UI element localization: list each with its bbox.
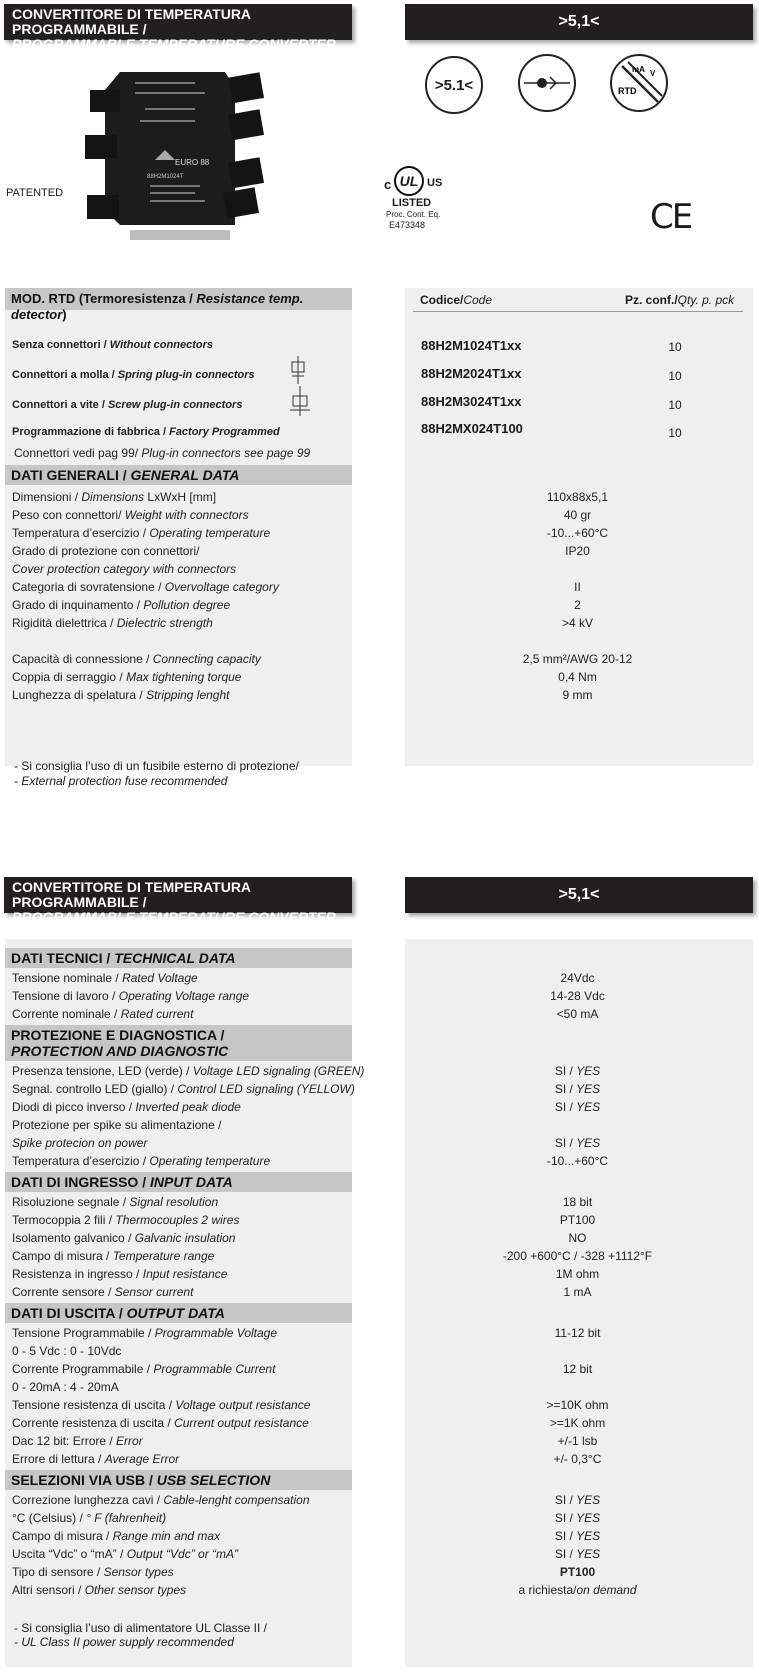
general-row-en: Dielectric strength [116, 616, 213, 630]
page1-title-bar [4, 4, 352, 52]
tech-row-value [405, 1136, 750, 1150]
tech-row-value-it: 1M ohm [555, 1267, 600, 1281]
tech-row-label [12, 1249, 214, 1263]
tech-row-en: Operating Voltage range [118, 989, 250, 1003]
tech-row-value [405, 1434, 750, 1448]
tech-row-value-it: >=10K ohm [546, 1398, 609, 1412]
code-header-en: Code [463, 293, 493, 307]
tech-row-label [12, 1416, 309, 1430]
tech-row-value [405, 1154, 750, 1168]
tech-row-en: Rated current [120, 1007, 194, 1021]
model-it: Connettori a molla / [12, 369, 118, 381]
section-header-it: DATI TECNICI / [11, 950, 115, 966]
ul-line2: E473348 [389, 220, 426, 230]
general-row-label [12, 598, 230, 612]
section-header-it: PROTEZIONE E DIAGNOSTICA / [11, 1027, 225, 1043]
tech-row-en: Voltage LED signaling (GREEN) [192, 1064, 365, 1078]
tech-row-value-it: PT100 [559, 1213, 596, 1227]
tech-row-value-it: SI / [554, 1082, 577, 1096]
model-row-label [12, 339, 213, 351]
tech-row-value-it: 24Vdc [560, 971, 595, 985]
tech-row-it: Protezione per spike su alimentazione / [12, 1118, 222, 1132]
tech-row-en: Error [116, 1434, 143, 1448]
tech-row-label [12, 1565, 174, 1579]
tech-row-it: Corrente Programmabile / [12, 1362, 154, 1376]
ul-note-en: - UL Class II power supply recommended [14, 1635, 234, 1649]
ul-line1: Proc. Cont. Eq. [386, 210, 441, 219]
tech-row-value-it: a richiesta/ [518, 1583, 577, 1597]
tech-row-value-it: SI / [554, 1511, 577, 1525]
tech-row-it: Corrente nominale / [12, 1007, 121, 1021]
tech-row-it: 0 - 5 Vdc : 0 - 10Vdc [12, 1344, 122, 1358]
general-row-it: Coppia di serraggio / [12, 670, 127, 684]
general-row-it: Dimensioni / [12, 490, 82, 504]
tech-row-label [12, 1398, 310, 1412]
tech-row-value [405, 1583, 750, 1597]
general-row-value: 2 [574, 598, 581, 612]
tech-row-it: Altri sensori / [12, 1583, 85, 1597]
page2-title-bar [4, 877, 352, 925]
tech-row-label [12, 1285, 193, 1299]
general-head-it: DATI GENERALI / [11, 467, 131, 483]
general-head-en: GENERAL DATA [130, 467, 240, 483]
tech-row-label [12, 1100, 241, 1114]
tech-row-value [405, 1285, 750, 1299]
tech-row-value-en: YES [576, 1100, 601, 1114]
tech-row-value-it: NO [568, 1231, 587, 1245]
tech-row-en: Average Error [104, 1452, 180, 1466]
tech-row-en: Output “Vdc” or “mA” [126, 1547, 239, 1561]
model-it: Programmazione di fabbrica / [12, 426, 170, 438]
tech-row-label [12, 1380, 119, 1394]
tech-row-en: Current output resistance [174, 1416, 309, 1430]
qty-header [625, 293, 734, 307]
general-row-label [12, 544, 199, 558]
tech-row-value [405, 989, 750, 1003]
general-row-value: -10...+60°C [546, 526, 609, 540]
tech-row-value-en: YES [576, 1136, 601, 1150]
tech-row-en: Cable-lenght compensation [163, 1493, 310, 1507]
model-code: 88H2M3024T1xx [421, 394, 522, 409]
general-row-label [12, 562, 236, 576]
tech-row-it: Tensione di lavoro / [12, 989, 119, 1003]
model-row-label [12, 399, 242, 411]
fuse-note-it: - Si consiglia l’uso di un fusibile esterno di protezione/ [14, 759, 299, 773]
general-row-en: Pollution degree [143, 598, 231, 612]
tech-row-label [12, 1434, 143, 1448]
tech-row-it: Segnal. controllo LED (giallo) / [12, 1082, 178, 1096]
tech-row-value [405, 1082, 750, 1096]
general-row-value: 2,5 mm²/AWG 20-12 [522, 652, 633, 666]
section-header [5, 1470, 352, 1490]
tech-row-value-en: YES [576, 1547, 601, 1561]
tech-row-en: Rated Voltage [122, 971, 198, 985]
model-en: Without connectors [109, 339, 213, 351]
tech-row-value-it: 11-12 bit [554, 1326, 601, 1340]
section-header [5, 1172, 352, 1192]
tech-row-value [405, 1213, 750, 1227]
tech-row-it: Uscita “Vdc” o “mA” / [12, 1547, 127, 1561]
tech-row-en: Signal resolution [129, 1195, 219, 1209]
tech-row-it: Tensione resistenza di uscita / [12, 1398, 176, 1412]
general-row-label [12, 616, 213, 630]
connection-icon [518, 54, 576, 112]
model-row-label [12, 369, 255, 381]
tech-row-it: Tipo di sensore / [12, 1565, 104, 1579]
model-code: 88H2M2024T1xx [421, 366, 522, 381]
section-header-en: USB SELECTION [156, 1472, 271, 1488]
svg-text:V: V [650, 69, 656, 78]
tech-row-en: Galvanic insulation [134, 1231, 236, 1245]
tech-row-en: Programmable Current [153, 1362, 276, 1376]
ul-listed-mark [382, 164, 452, 234]
section-header [5, 948, 352, 968]
screw-connector-icon [290, 386, 310, 416]
tech-row-label [12, 1547, 238, 1561]
qty-header-en: Qty. p. pck [677, 293, 735, 307]
tech-row-label [12, 1064, 364, 1078]
tech-row-it: Tensione nominale / [12, 971, 123, 985]
product-image [75, 60, 275, 250]
model-code: 88H2M1024T1xx [421, 338, 522, 353]
connectors-note [14, 446, 310, 460]
tech-row-value [405, 1267, 750, 1281]
general-row-value: II [574, 580, 581, 594]
page1-title-line2: PROGRAMMABLE TEMPERATURE CONVERTER [12, 36, 336, 52]
tech-row-value-it: SI / [554, 1100, 577, 1114]
patented-label: PATENTED [6, 187, 64, 199]
general-row-label [12, 580, 279, 594]
general-row-value: >4 kV [561, 616, 594, 630]
page1-title-line1: CONVERTITORE DI TEMPERATURA PROGRAMMABILE / [12, 6, 251, 37]
code-header-divider [413, 311, 743, 312]
tech-row-value-it: +/-1 lsb [557, 1434, 598, 1448]
tech-row-value [405, 1565, 750, 1579]
tech-row-label [12, 1362, 275, 1376]
tech-row-it: Dac 12 bit: Errore / [12, 1434, 117, 1448]
general-row-it: Temperatura d’esercizio / [12, 526, 150, 540]
tech-row-it: °C (Celsius) / [12, 1511, 87, 1525]
tech-row-value-it: PT100 [559, 1565, 596, 1579]
tech-row-label [12, 1326, 277, 1340]
ce-mark: CE [650, 197, 692, 237]
general-row-en: Dimensions [81, 490, 145, 504]
tech-row-value-it: SI / [554, 1064, 577, 1078]
ul-listed: LISTED [392, 197, 432, 209]
model-it: Connettori a vite / [12, 399, 108, 411]
model-qty: 10 [668, 426, 682, 440]
general-row-it: Grado di inquinamento / [12, 598, 144, 612]
section-header [5, 1025, 352, 1061]
tech-row-value [405, 1452, 750, 1466]
section-header-it: DATI DI USCITA / [11, 1305, 127, 1321]
ul-us: US [427, 177, 443, 189]
page2-badge: >5,1< [558, 886, 600, 903]
tech-row-value-it: 18 bit [562, 1195, 593, 1209]
general-row-it: Categoria di sovratensione / [12, 580, 165, 594]
tech-row-label [12, 1213, 239, 1227]
tech-row-label [12, 989, 249, 1003]
tech-row-value-it: 1 mA [563, 1285, 592, 1299]
general-row-value: 40 gr [563, 508, 592, 522]
tech-row-value [405, 1416, 750, 1430]
tech-row-label [12, 1583, 186, 1597]
tech-row-value-en: YES [576, 1511, 601, 1525]
mod-header-end: ) [62, 307, 67, 322]
section-header-en: INPUT DATA [149, 1174, 233, 1190]
tech-row-en: Input resistance [142, 1267, 228, 1281]
connectors-note-it: Connettori vedi pag 99/ [14, 446, 142, 460]
rtd-ma-v-icon [610, 54, 668, 112]
general-row-en: Connecting capacity [152, 652, 261, 666]
general-row-label [12, 526, 270, 540]
tech-row-label [12, 1493, 310, 1507]
tech-row-value-it: SI / [554, 1493, 577, 1507]
tech-row-en: Temperature range [112, 1249, 215, 1263]
general-row-label [12, 652, 261, 666]
model-en: Factory Programmed [169, 426, 280, 438]
section-header-it: DATI DI INGRESSO / [11, 1174, 150, 1190]
tech-row-value-it: 14-28 Vdc [550, 989, 605, 1003]
general-row-label [12, 688, 229, 702]
general-data-header [5, 465, 352, 485]
tech-row-value-it: <50 mA [556, 1007, 599, 1021]
tech-row-it: Corrente resistenza di uscita / [12, 1416, 175, 1430]
general-row-value: IP20 [565, 544, 590, 558]
tech-row-it: Diodi di picco inverso / [12, 1100, 136, 1114]
tech-row-value-it: SI / [554, 1136, 577, 1150]
model-row-label [12, 426, 280, 438]
width-icon-text: >5.1< [434, 76, 474, 94]
tech-row-label [12, 1136, 147, 1150]
general-row-it: Lunghezza di spelatura / [12, 688, 147, 702]
tech-row-label [12, 971, 198, 985]
model-qty: 10 [668, 398, 682, 412]
tech-row-en: Inverted peak diode [135, 1100, 241, 1114]
tech-row-value-en: YES [576, 1529, 601, 1543]
tech-row-value-it: -200 +600°C / -328 +1112°F [502, 1249, 653, 1263]
tech-row-it: Correzione lunghezza cavi / [12, 1493, 164, 1507]
ul-c: c [384, 177, 392, 192]
general-row-it: Rigidità dielettrica / [12, 616, 117, 630]
tech-row-value [405, 1511, 750, 1525]
tech-row-it: Temperatura d’esercizio / [12, 1154, 150, 1168]
tech-row-en: Other sensor types [84, 1583, 187, 1597]
tech-row-value-it: 12 bit [562, 1362, 593, 1376]
general-row-en: Max tightening torque [126, 670, 242, 684]
tech-row-en: Control LED signaling (YELLOW) [177, 1082, 355, 1096]
tech-row-value [405, 971, 750, 985]
general-row-en: Overvoltage category [164, 580, 279, 594]
general-row-extra: LxWxH [mm] [144, 490, 217, 504]
tech-row-en: Programmable Voltage [154, 1326, 278, 1340]
tech-row-it: Risoluzione segnale / [12, 1195, 130, 1209]
tech-row-value [405, 1231, 750, 1245]
ul-note-it: - Si consiglia l’uso di alimentatore UL Classe II / [14, 1621, 267, 1635]
device-label: EURO 88 [175, 158, 210, 167]
tech-row-value-en: YES [576, 1082, 601, 1096]
general-row-value: 0,4 Nm [558, 670, 597, 684]
tech-row-value [405, 1007, 750, 1021]
tech-row-it: Tensione Programmabile / [12, 1326, 155, 1340]
model-it: Senza connettori / [12, 339, 110, 351]
tech-row-label [12, 1529, 220, 1543]
tech-row-label [12, 1344, 121, 1358]
tech-row-label [12, 1231, 235, 1245]
general-row-en: Cover protection category with connectors [12, 562, 237, 576]
tech-row-label [12, 1118, 221, 1132]
tech-row-it: 0 - 20mA : 4 - 20mA [12, 1380, 119, 1394]
model-code: 88H2MX024T100 [421, 421, 523, 436]
general-row-en: Operating temperature [149, 526, 271, 540]
rtd-icon-text: RTD [618, 86, 637, 96]
tech-row-en: Voltage output resistance [175, 1398, 311, 1412]
tech-row-value [405, 1362, 750, 1376]
general-row-label [12, 670, 241, 684]
general-row-it: Capacità di connessione / [12, 652, 153, 666]
tech-row-value [405, 1195, 750, 1209]
tech-row-it: Resistenza in ingresso / [12, 1267, 143, 1281]
general-row-value: 9 mm [562, 688, 593, 702]
tech-row-en: ° F (fahrenheit) [86, 1511, 167, 1525]
general-row-label [12, 508, 249, 522]
tech-row-it: Termocoppia 2 fili / [12, 1213, 116, 1227]
tech-row-value-en: on demand [576, 1583, 637, 1597]
page1-badge: >5,1< [558, 13, 600, 30]
qty-header-it: Pz. conf./ [625, 293, 678, 307]
general-row-value: 110x88x5,1 [546, 490, 609, 504]
fuse-note-en: - External protection fuse recommended [14, 774, 228, 788]
code-header [420, 293, 492, 307]
section-header-en: TECHNICAL DATA [114, 950, 236, 966]
tech-row-value [405, 1326, 750, 1340]
device-code: 88H2M1024T [147, 174, 184, 180]
tech-row-value-en: YES [576, 1493, 601, 1507]
model-qty: 10 [668, 369, 682, 383]
svg-text:mA: mA [632, 65, 645, 74]
tech-row-label [12, 1007, 193, 1021]
page2-badge-bar [405, 877, 753, 913]
tech-row-value-it: >=1K ohm [549, 1416, 606, 1430]
tech-row-it: Isolamento galvanico / [12, 1231, 135, 1245]
section-header-it: SELEZIONI VIA USB / [11, 1472, 157, 1488]
tech-row-label [12, 1511, 166, 1525]
model-en: Spring plug-in connectors [117, 369, 255, 381]
tech-row-value [405, 1064, 750, 1078]
model-qty: 10 [668, 340, 682, 354]
tech-row-value [405, 1547, 750, 1561]
tech-row-value-it: -10...+60°C [546, 1154, 609, 1168]
page1-badge-bar [405, 4, 753, 40]
spring-connector-icon [288, 356, 308, 384]
tech-row-it: Errore di lettura / [12, 1452, 105, 1466]
section-header-line2: PROTECTION AND DIAGNOSTIC [11, 1043, 229, 1059]
mod-header-en: Resistance temp. detector [11, 291, 304, 322]
tech-row-label [12, 1154, 270, 1168]
tech-row-en: Spike protecion on power [12, 1136, 148, 1150]
tech-row-value-en: YES [576, 1064, 601, 1078]
tech-row-label [12, 1267, 227, 1281]
general-row-it: Grado di protezione con connettori/ [12, 544, 200, 558]
tech-row-en: Sensor current [114, 1285, 194, 1299]
tech-row-it: Presenza tensione, LED (verde) / [12, 1064, 193, 1078]
tech-row-it: Campo di misura / [12, 1249, 113, 1263]
page2-title-line1: CONVERTITORE DI TEMPERATURA PROGRAMMABILE / [12, 879, 251, 910]
tech-row-it: Campo di misura / [12, 1529, 113, 1543]
tech-row-value [405, 1529, 750, 1543]
tech-row-value-it: +/- 0,3°C [553, 1452, 602, 1466]
mod-header-it: MOD. RTD (Termoresistenza / [11, 291, 197, 306]
tech-row-en: Sensor types [103, 1565, 174, 1579]
tech-row-value [405, 1398, 750, 1412]
ul-logo-icon: UL [394, 166, 424, 196]
tech-row-value [405, 1493, 750, 1507]
section-header [5, 1303, 352, 1323]
tech-row-en: Range min and max [112, 1529, 221, 1543]
general-row-it: Peso con connettori/ [12, 508, 125, 522]
code-header-it: Codice/ [420, 293, 464, 307]
tech-row-value [405, 1249, 750, 1263]
tech-row-en: Operating temperature [149, 1154, 271, 1168]
tech-row-it: Corrente sensore / [12, 1285, 115, 1299]
tech-row-label [12, 1195, 218, 1209]
general-row-en: Weight with connectors [124, 508, 249, 522]
tech-row-label [12, 1082, 355, 1096]
tech-row-label [12, 1452, 179, 1466]
tech-row-value-it: SI / [554, 1529, 577, 1543]
mod-rtd-header [5, 288, 352, 322]
width-icon [425, 56, 483, 114]
model-en: Screw plug-in connectors [107, 399, 243, 411]
tech-row-en: Thermocouples 2 wires [115, 1213, 240, 1227]
section-header-en: OUTPUT DATA [126, 1305, 225, 1321]
tech-row-value-it: SI / [554, 1547, 577, 1561]
general-row-label [12, 490, 216, 504]
page2-title-line2: PROGRAMMABLE TEMPERATURE CONVERTER [12, 909, 336, 925]
tech-row-value [405, 1100, 750, 1114]
general-row-en: Stripping lenght [146, 688, 230, 702]
connectors-note-en: Plug-in connectors see page 99 [141, 446, 311, 460]
